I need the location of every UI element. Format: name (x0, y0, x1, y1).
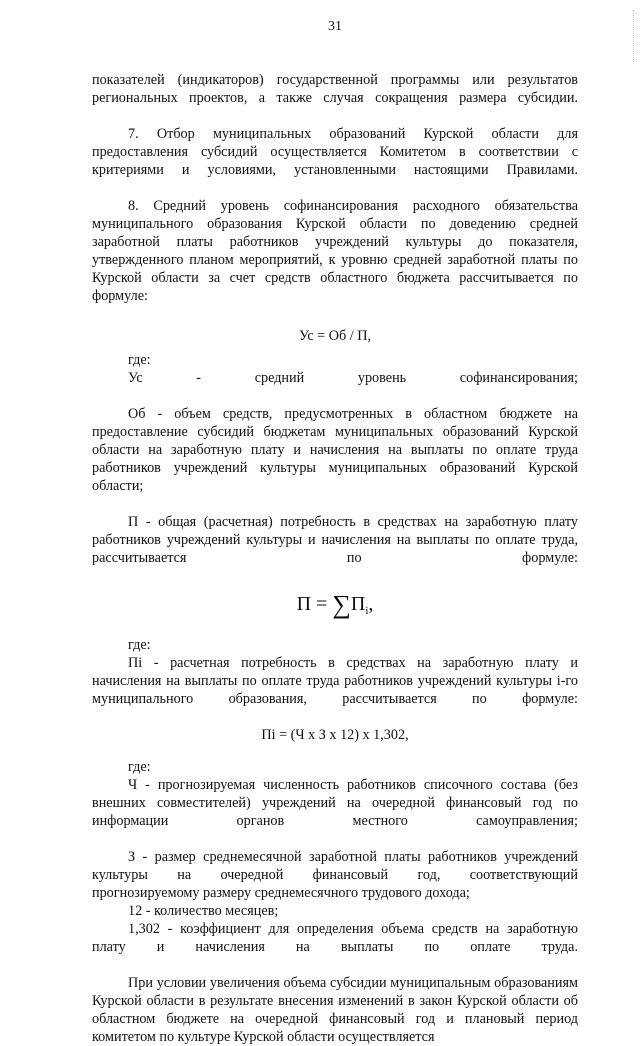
paragraph-8: 8. Средний уровень софинансирования расходного обязательства муниципального образования Курской области по доведению средней заработной платы работников учреждений культуры до показателя, утвержденного планом мероприятий, к уровню средней заработной платы по Курской области за счет средств областного бюджета рассчитывается по формуле: (92, 198, 578, 304)
formula-sum-left: П = (296, 593, 333, 615)
paragraph-subsidy-increase: При условии увеличения объема субсидии муниципальным образованиям Курской области в результате внесения изменений в закон Курской области об областном бюджете на очередной финансовый год и плановый период комитетом по культуре Курской области осуществляется (92, 975, 578, 1045)
formula-sum-end: , (368, 593, 374, 615)
where-label-3: где: (128, 759, 151, 775)
definition-pi: Пi - расчетная потребность в средствах на заработную плату и начисления на выплаты по оплате труда работников учреждений культуры i-го муниципального образования, рассчитывается по формуле: (92, 655, 578, 707)
definition-z-line-1: З - размер среднемесячной заработной платы работников учреждений (128, 849, 578, 865)
definition-p: П - общая (расчетная) потребность в средствах на заработную плату работников учреждений культуры и начисления на выплаты по оплате труда, рассчитывается по формуле: (92, 514, 578, 566)
definition-z (92, 848, 578, 902)
formula-sum-subscript: i (365, 605, 369, 617)
definition-1302: 1,302 - коэффициент для определения объема средств на заработную плату и начисления на выплаты по оплате труда. (92, 921, 578, 955)
sum-symbol: ∑ (332, 590, 351, 619)
definition-z-line-2: культуры на очередной финансовый год, соответствующий (92, 867, 578, 883)
definition-us: Ус - средний уровень софинансирования; (128, 370, 578, 386)
margin-mark (633, 10, 638, 62)
definition-12: 12 - количество месяцев; (128, 903, 279, 919)
definition-z-line-3: прогнозируемому размеру среднемесячного трудового дохода; (92, 885, 470, 901)
paragraph-7: 7. Отбор муниципальных образований Курской области для предоставления субсидий осуществляется Комитетом в соответствии с критериями и условиями, установленными настоящими Правилами. (92, 126, 578, 178)
page-number: 31 (328, 19, 342, 34)
formula-sum-p (92, 589, 578, 626)
formula-us: Ус = Об / П, (298, 328, 372, 344)
formula-pi: Пi = (Ч х З х 12) х 1,302, (261, 727, 409, 743)
where-label-2: где: (128, 637, 151, 653)
formula-sum-var: П (350, 593, 366, 615)
where-label-1: где: (128, 352, 151, 368)
document-page (92, 18, 578, 1046)
definition-ob: Об - объем средств, предусмотренных в областном бюджете на предоставление субсидий бюджетам муниципальных образований Курской области на заработную плату и начисления на выплаты по оплате труда работников учреждений культуры муниципальных образований Курской области; (92, 406, 578, 494)
definition-ch: Ч - прогнозируемая численность работников списочного состава (без внешних совместителей) учреждений на очередной финансовый год по информации органов местного самоуправления; (92, 777, 578, 829)
paragraph-indicators: показателей (индикаторов) государственной программы или результатов региональных проектов, а также случая сокращения размера субсидии. (92, 72, 578, 106)
